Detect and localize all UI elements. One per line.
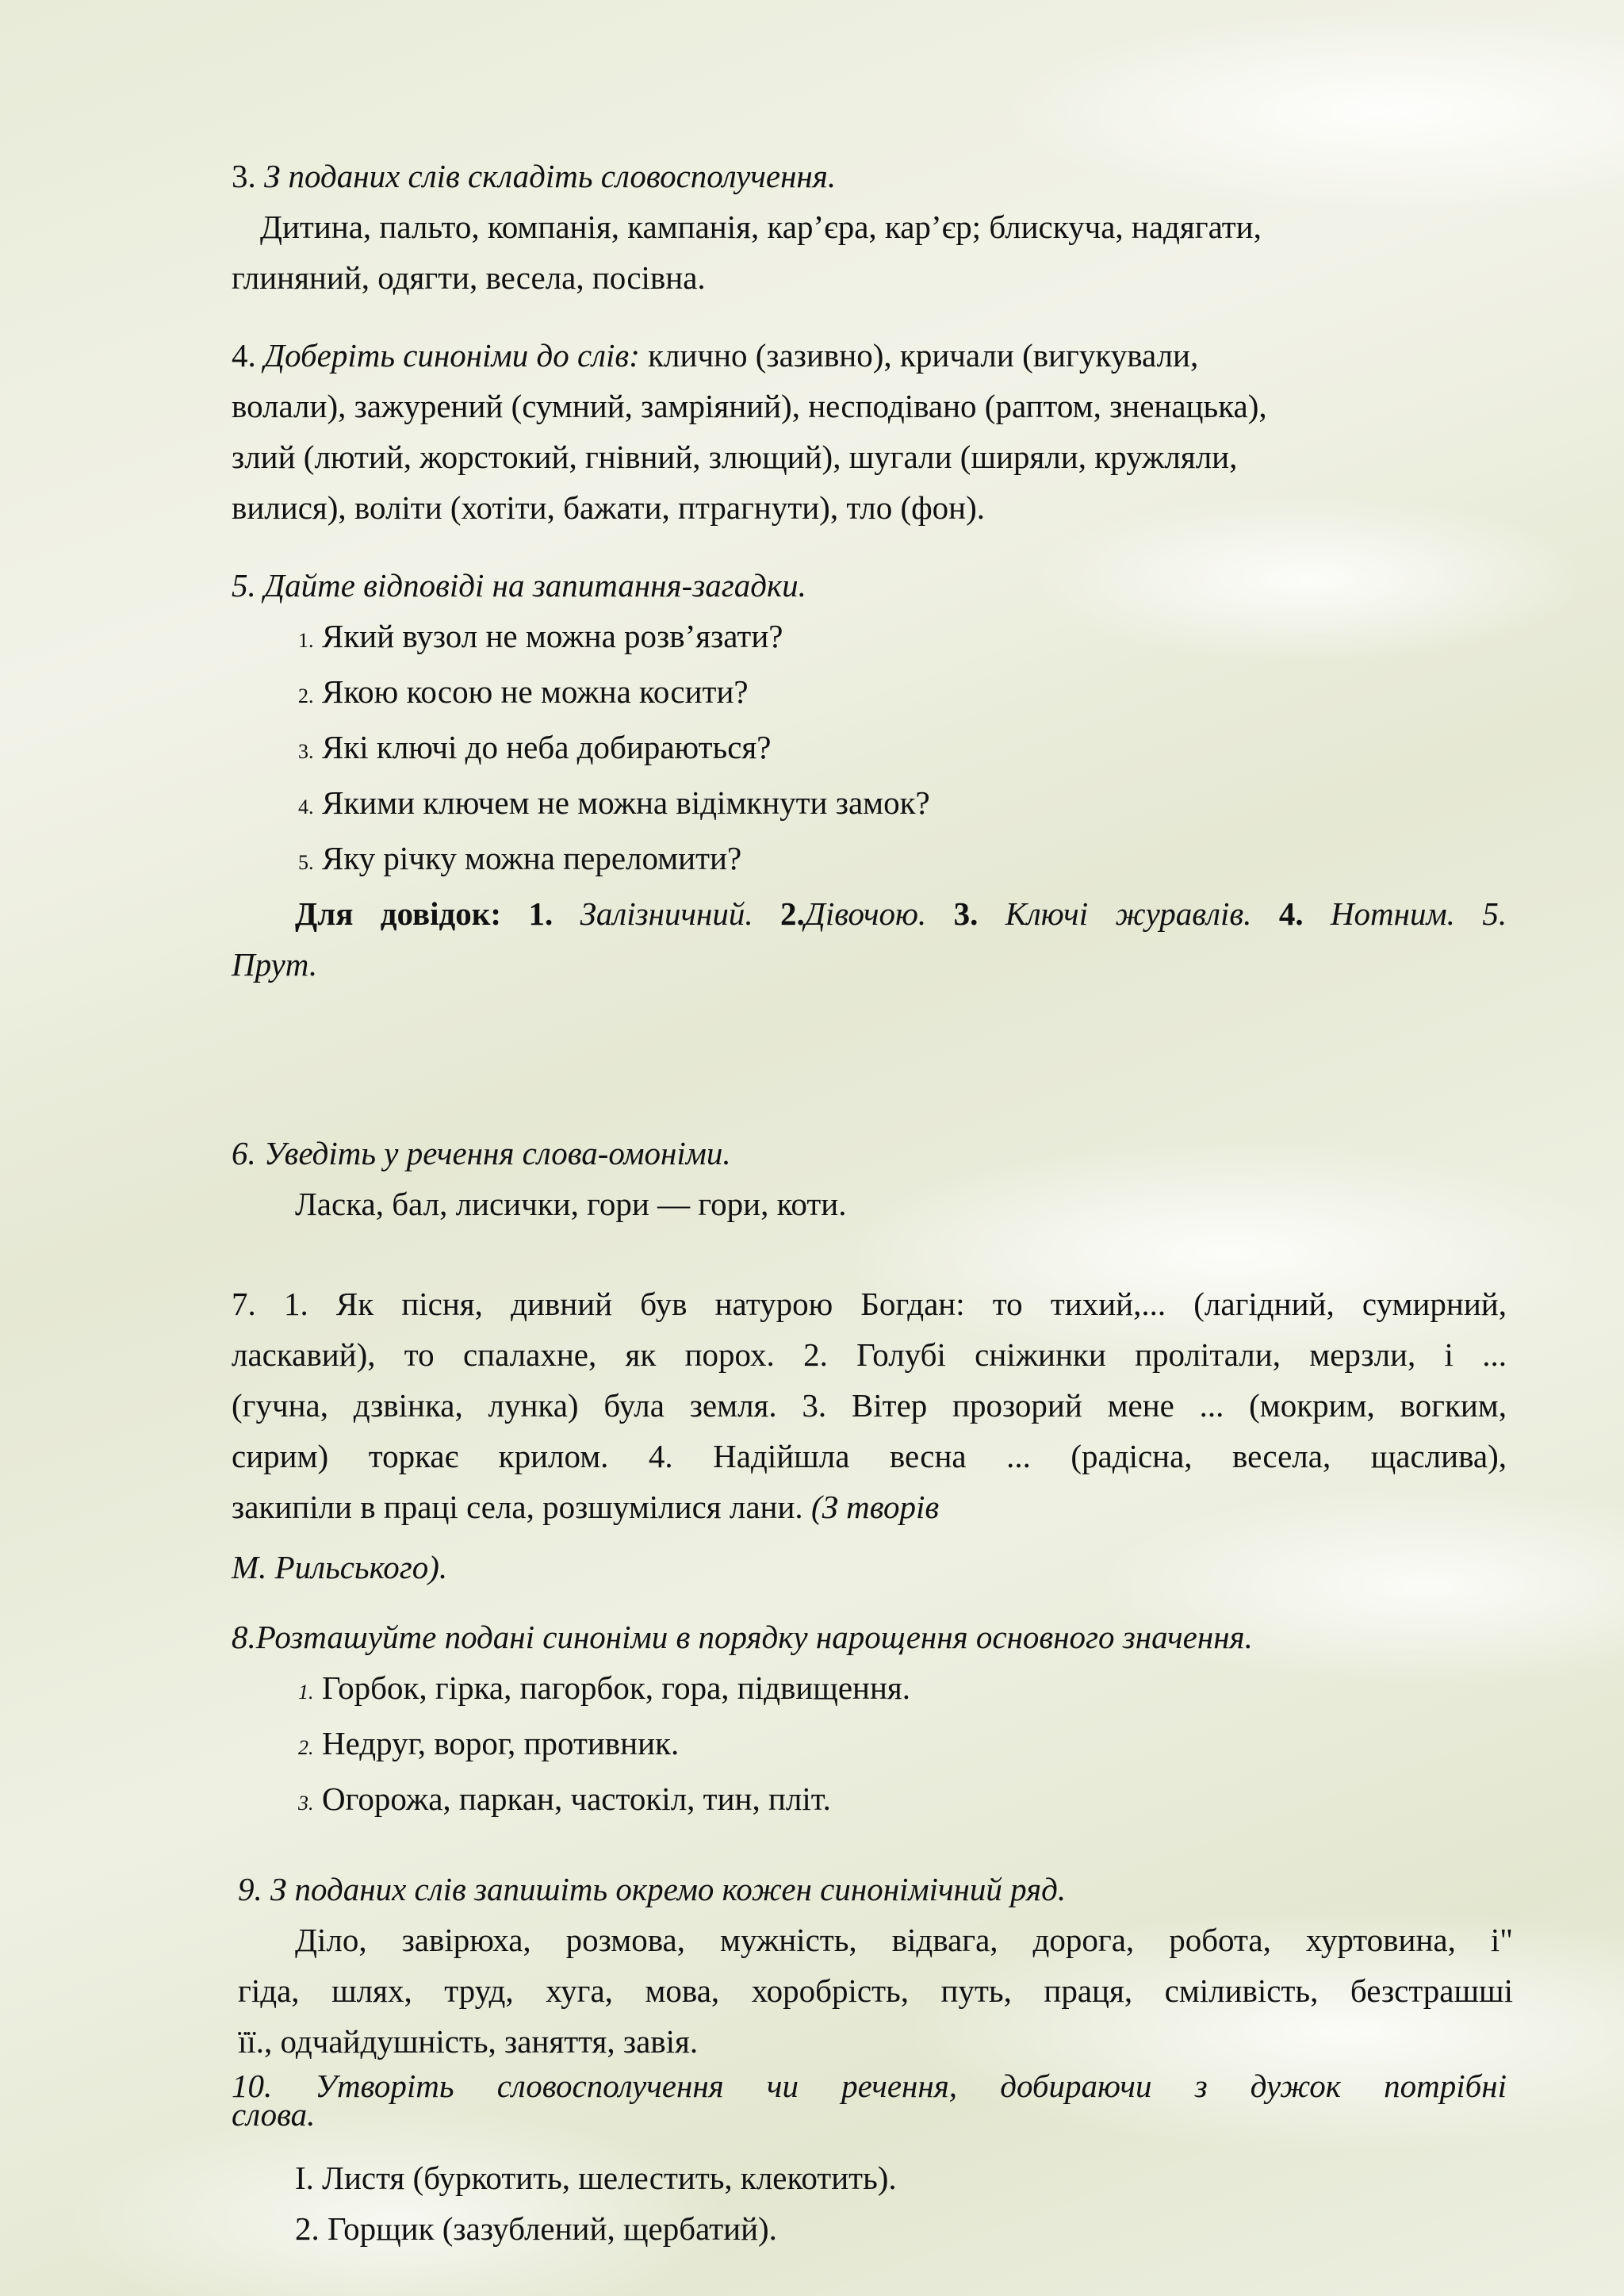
riddle-text: Якою косою не можна косити? [322, 673, 749, 710]
riddle-text: Які ключі до неба добираються? [322, 729, 772, 765]
exercise-4-line-1 [232, 330, 1507, 381]
riddle-text: Яку річку можна переломити? [322, 840, 742, 876]
exercise-8 [232, 1612, 1507, 1829]
exercise-7 [232, 1278, 1507, 1593]
exercise-6-text: Ласка, бал, лисички, гори — гори, коти. [295, 1186, 847, 1222]
exercise-9 [238, 1864, 1513, 2067]
synonym-row-text: Недруг, ворог, противник. [322, 1725, 680, 1761]
exercise-5 [232, 560, 1507, 990]
answer-number: 1. [528, 895, 553, 932]
riddle-number: 2. [298, 684, 314, 707]
exercise-7-line-1: 7. 1. Як пісня, дивний був натурою Богдан: то тихий,... (лагідний, сумирний, [232, 1286, 1507, 1322]
riddle-item [232, 666, 1507, 722]
exercise-3-line-1: Дитина, пальто, компанія, кампанія, кар’єра, кар’єр; блискуча, надягати, [260, 209, 1262, 245]
riddle-number: 5. [298, 851, 314, 874]
synonym-row [232, 1773, 1507, 1829]
exercise-4-title: Доберіть синоніми до слів: [264, 337, 640, 374]
exercise-7-line-4: сирим) торкає крилом. 4. Надійшла весна ... (радісна, весела, щаслива), [232, 1438, 1507, 1474]
answer-number: 2. [780, 895, 805, 932]
exercise-4-line-4: вилися), воліти (хотіти, бажати, птрагнути), тло (фон). [232, 489, 986, 526]
exercise-6-title: 6. Уведіть у речення слова-омоніми. [232, 1135, 731, 1171]
riddle-item [232, 722, 1507, 777]
exercise-4-line-2: волали), зажурений (сумний, замріяний), несподівано (раптом, зненацька), [232, 388, 1267, 424]
exercise-5-title: 5. Дайте відповіді на запитання-загадки. [232, 567, 806, 604]
exercise-10-item: 2. Горщик (зазублений, щербатий). [295, 2210, 777, 2247]
synonym-row-number: 1. [298, 1681, 314, 1704]
answer-number: 3. [953, 895, 979, 932]
answer-text: Нотним. [1330, 895, 1455, 932]
exercise-7-line-3: (гучна, дзвінка, лунка) була земля. 3. Вітер прозорий мене ... (мокрим, вогким, [232, 1387, 1507, 1424]
riddle-number: 3. [298, 740, 314, 763]
exercise-4-number: 4. [232, 337, 256, 374]
exercise-7-line-5 [232, 1481, 1507, 1532]
exercise-10-item: І. Листя (буркотить, шелестить, клекотить). [295, 2160, 897, 2196]
exercise-9-title: 9. З поданих слів запишіть окремо кожен синонімічний ряд. [238, 1871, 1067, 1907]
riddle-number: 1. [298, 629, 314, 652]
exercise-9-line-1: Діло, завірюха, розмова, мужність, відвага, дорога, робота, хуртовина, і" [295, 1922, 1513, 1958]
answer-number: 4. [1278, 895, 1304, 932]
answers-line [232, 888, 1507, 939]
exercise-4 [232, 330, 1507, 533]
exercise-8-title: 8.Розташуйте подані синоніми в порядку нарощення основного значення. [232, 1619, 1253, 1655]
exercise-3 [232, 151, 1507, 303]
riddle-item [232, 611, 1507, 666]
exercise-3-number: 3. [232, 158, 256, 194]
answer-text: Залізничний. [580, 895, 753, 932]
exercise-4-line-3: злий (лютий, жорстокий, гнівний, злющий), шугали (ширяли, кружляли, [232, 439, 1238, 475]
answer-text: Дівочою. [804, 895, 927, 932]
exercise-10-title-line-2: слова. [232, 2096, 316, 2133]
riddle-item [232, 833, 1507, 888]
synonym-row-text: Горбок, гірка, пагорбок, гора, підвищення. [322, 1669, 911, 1706]
answer-text: Ключі журавлів. [1005, 895, 1252, 932]
answer-text: Прут. [232, 946, 318, 983]
exercise-9-line-2: гіда, шлях, труд, хуга, мова, хоробрість, путь, праця, сміливість, безстрашші [238, 1972, 1513, 2009]
synonym-row-number: 2. [298, 1736, 314, 1759]
synonym-row-text: Огорожа, паркан, частокіл, тин, пліт. [322, 1780, 831, 1817]
riddle-text: Який вузол не можна розв’язати? [322, 618, 783, 654]
synonym-row-number: 3. [298, 1792, 314, 1815]
exercise-3-title: З поданих слів складіть словосполучення. [264, 158, 837, 194]
exercise-3-line-2: глиняний, одягти, весела, посівна. [232, 259, 706, 296]
synonym-row [232, 1718, 1507, 1773]
exercise-3-heading [232, 151, 1507, 201]
answers-label: Для довідок: [295, 895, 502, 932]
exercise-9-line-3: її., одчайдушність, заняття, завія. [238, 2023, 699, 2060]
riddle-text: Якими ключем не можна відімкнути замок? [322, 784, 930, 821]
exercise-10 [232, 2068, 1507, 2254]
exercise-10-title-line-1: 10. Утворіть словосполучення чи речення, добираючи з дужок потрібні [232, 2068, 1507, 2104]
exercise-7-author: М. Рильського). [232, 1549, 448, 1585]
answer-number: 5. [1482, 895, 1507, 932]
exercise-4-line-1-text: клично (зазивно), кричали (вигукували, [648, 337, 1199, 374]
synonym-row [232, 1662, 1507, 1718]
exercise-7-line-5-text: закипіли в праці села, розшумілися лани. [232, 1489, 803, 1525]
riddle-item [232, 777, 1507, 833]
exercise-6 [232, 1128, 1507, 1229]
riddle-number: 4. [298, 795, 314, 818]
exercise-7-source: (З творів [810, 1489, 940, 1525]
exercise-7-line-2: ласкавий), то спалахне, як порох. 2. Голубі сніжинки пролітали, мерзли, і ... [232, 1336, 1507, 1373]
